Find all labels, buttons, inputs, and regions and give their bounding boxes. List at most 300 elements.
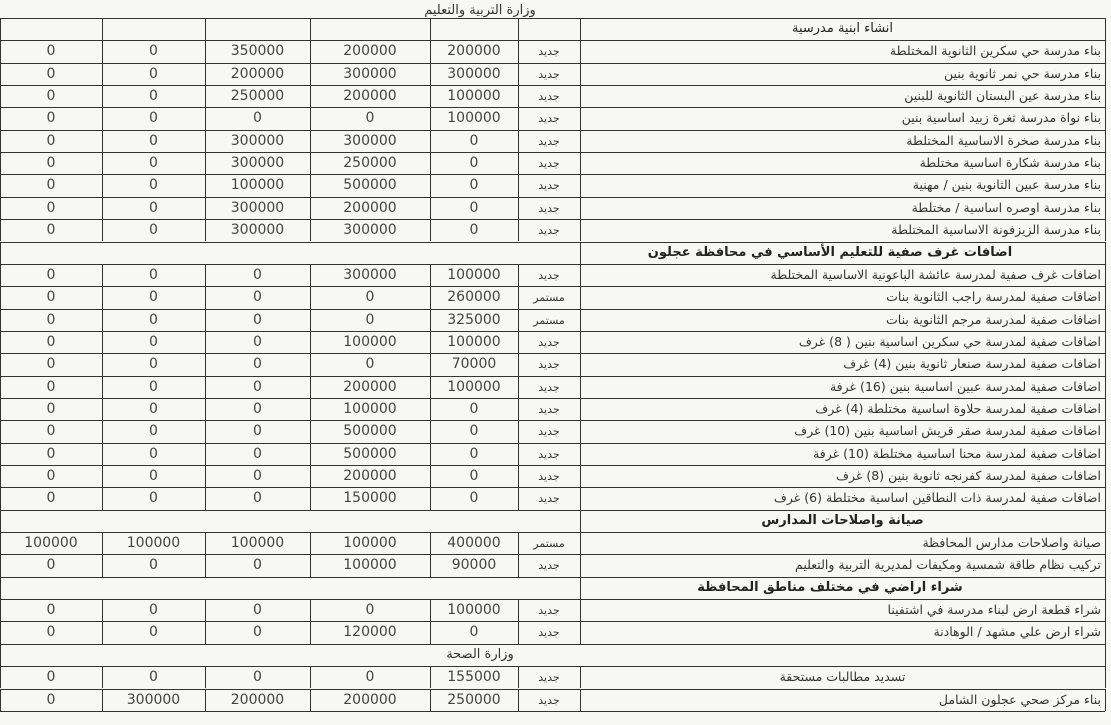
- grid-line: [1105, 331, 1106, 353]
- value-cell-v1: 0: [469, 177, 479, 194]
- grid-line: [518, 85, 519, 107]
- value-cell-v2: 0: [365, 110, 375, 127]
- status-cell: جديد: [538, 90, 560, 104]
- status-cell: جديد: [538, 157, 560, 171]
- grid-line: [0, 644, 1, 666]
- grid-line: [1105, 398, 1106, 420]
- value-cell-v2: 500000: [343, 177, 397, 194]
- grid-line: [205, 174, 206, 196]
- grid-line: [205, 554, 206, 576]
- grid-line: [430, 18, 431, 40]
- grid-line: [310, 621, 311, 643]
- project-description: اضافات صفية لمدرسة راجب الثانوية بنات: [886, 289, 1101, 305]
- status-cell: جديد: [538, 67, 560, 81]
- value-cell-v2: 100000: [343, 535, 397, 552]
- status-cell: جديد: [538, 335, 560, 349]
- grid-line: [205, 309, 206, 331]
- grid-line: [0, 577, 1, 599]
- grid-line: [430, 398, 431, 420]
- value-cell-v4: 0: [149, 468, 158, 484]
- grid-line: [518, 286, 519, 308]
- value-cell-v1: 0: [469, 132, 479, 149]
- grid-line: [0, 40, 1, 62]
- grid-line: [580, 242, 581, 264]
- project-description: اضافات صفية لمدرسة عبين اساسية بنين (16) غرفة: [829, 378, 1101, 394]
- value-cell-v4: 0: [149, 602, 158, 619]
- grid-line: [1105, 666, 1106, 688]
- grid-line: [310, 18, 311, 40]
- grid-line: [518, 689, 519, 711]
- status-cell: جديد: [538, 224, 560, 238]
- value-cell-v2: 500000: [343, 423, 397, 440]
- grid-line: [0, 130, 1, 152]
- grid-line: [205, 219, 206, 241]
- grid-line: [205, 152, 206, 174]
- project-description: بناء مدرسة شكارة اساسية مختلطة: [919, 155, 1101, 171]
- grid-line: [518, 398, 519, 420]
- grid-line: [310, 264, 311, 286]
- grid-line: [205, 532, 206, 554]
- status-cell: جديد: [538, 179, 560, 193]
- value-cell-v4: 0: [149, 378, 158, 395]
- grid-line: [102, 420, 103, 442]
- grid-line: [310, 219, 311, 241]
- grid-line: [430, 420, 431, 442]
- status-cell: جديد: [538, 559, 560, 573]
- grid-line: [1105, 554, 1106, 576]
- grid-line: [0, 85, 1105, 86]
- grid-line: [205, 487, 206, 509]
- grid-line: [580, 420, 581, 442]
- grid-line: [1105, 465, 1106, 487]
- grid-line: [310, 85, 311, 107]
- status-cell: جديد: [538, 201, 560, 215]
- grid-line: [205, 689, 206, 711]
- value-cell-v2: 200000: [343, 199, 397, 216]
- grid-line: [0, 599, 1105, 600]
- grid-line: [518, 487, 519, 509]
- grid-line: [310, 174, 311, 196]
- value-cell-v2: 0: [365, 356, 375, 373]
- grid-line: [0, 107, 1105, 108]
- value-cell-v2: 300000: [343, 132, 397, 149]
- grid-line: [102, 286, 103, 308]
- grid-line: [0, 398, 1, 420]
- grid-line: [1105, 197, 1106, 219]
- grid-line: [310, 197, 311, 219]
- grid-line: [205, 40, 206, 62]
- value-cell-v3: 0: [253, 110, 262, 127]
- section-header: شراء اراضي في مختلف مناطق المحافظة: [697, 579, 963, 595]
- grid-line: [0, 18, 1105, 19]
- value-cell-v3: 0: [253, 356, 262, 373]
- value-cell-v1: 0: [469, 445, 479, 462]
- value-cell-v5: 0: [46, 669, 56, 686]
- grid-line: [0, 331, 1, 353]
- grid-line: [1105, 107, 1106, 129]
- project-description: بناء مركز صحي عجلون الشامل: [938, 691, 1101, 707]
- grid-line: [1105, 63, 1106, 85]
- value-cell-v3: 0: [253, 289, 262, 306]
- project-description: بناء مدرسة عبين الثانوية بنين / مهنية: [912, 177, 1101, 193]
- value-cell-v3: 250000: [230, 88, 285, 105]
- value-cell-v1: 70000: [451, 356, 497, 373]
- grid-line: [1105, 443, 1106, 465]
- grid-line: [310, 40, 311, 62]
- grid-line: [310, 130, 311, 152]
- value-cell-v1: 260000: [447, 289, 501, 306]
- value-cell-v1: 0: [469, 624, 479, 641]
- grid-line: [0, 599, 1, 621]
- grid-line: [102, 174, 103, 196]
- grid-line: [102, 152, 103, 174]
- value-cell-v2: 100000: [343, 557, 397, 574]
- project-description: صيانة واصلاحات مدارس المحافظة: [922, 535, 1101, 551]
- value-cell-v2: 100000: [343, 333, 397, 350]
- section-header: صيانة واصلاحات المدارس: [761, 512, 924, 528]
- value-cell-v2: 200000: [343, 468, 397, 484]
- grid-line: [1105, 152, 1106, 174]
- grid-line: [0, 443, 1, 465]
- grid-line: [430, 353, 431, 375]
- value-cell-v1: 400000: [447, 535, 501, 552]
- grid-line: [430, 487, 431, 509]
- grid-line: [518, 152, 519, 174]
- value-cell-v3: 0: [253, 490, 262, 507]
- project-description: اضافات صفية لمدرسة ذات النطاقين اساسية مختلطة (6) غرف: [773, 490, 1101, 506]
- value-cell-v4: 0: [149, 400, 158, 417]
- grid-line: [0, 689, 1, 711]
- project-description: اضافات صفية لمدرسة صنعار ثانوية بنين (4) غرف: [843, 356, 1101, 372]
- grid-line: [205, 331, 206, 353]
- value-cell-v1: 100000: [447, 602, 501, 619]
- value-cell-v1: 325000: [447, 311, 501, 328]
- grid-line: [0, 286, 1, 308]
- grid-line: [0, 286, 1105, 287]
- project-description: شراء قطعة ارض لبناء مدرسة في اشتفينا: [887, 602, 1101, 618]
- value-cell-v2: 150000: [343, 490, 397, 507]
- value-cell-v5: 0: [46, 222, 56, 239]
- grid-line: [0, 309, 1105, 310]
- value-cell-v5: 0: [46, 400, 56, 417]
- status-cell: جديد: [538, 268, 560, 282]
- value-cell-v1: 0: [469, 222, 479, 239]
- grid-line: [102, 599, 103, 621]
- grid-line: [1105, 420, 1106, 442]
- grid-line: [518, 420, 519, 442]
- grid-line: [0, 532, 1105, 533]
- grid-line: [430, 40, 431, 62]
- project-description: تسديد مطالبات مستحقة: [779, 669, 906, 685]
- value-cell-v2: 0: [365, 669, 375, 686]
- value-cell-v5: 0: [46, 266, 56, 283]
- project-description: بناء مدرسة اوصره اساسية / مختلطة: [911, 199, 1101, 215]
- project-description: بناء مدرسة حي سكرين الثانوية المختلطة: [889, 43, 1101, 59]
- project-description: اضافات صفية لمدرسة حي سكرين اساسية بنين ( 8) غرف: [798, 333, 1101, 349]
- value-cell-v2: 120000: [343, 624, 397, 641]
- grid-line: [580, 443, 581, 465]
- value-cell-v3: 0: [253, 311, 262, 328]
- project-description: شراء ارض علي مشهد / الوهادنة: [933, 624, 1101, 640]
- grid-line: [1105, 40, 1106, 62]
- grid-line: [430, 532, 431, 554]
- grid-line: [518, 264, 519, 286]
- grid-line: [102, 130, 103, 152]
- value-cell-v4: 0: [149, 266, 158, 283]
- value-cell-v1: 100000: [447, 333, 501, 350]
- grid-line: [430, 666, 431, 688]
- value-cell-v4: 0: [149, 669, 158, 686]
- grid-line: [1105, 219, 1106, 241]
- value-cell-v4: 0: [149, 88, 158, 105]
- value-cell-v3: 300000: [230, 199, 285, 216]
- grid-line: [102, 107, 103, 129]
- grid-line: [430, 130, 431, 152]
- grid-line: [580, 130, 581, 152]
- grid-line: [1105, 644, 1106, 666]
- grid-line: [580, 689, 581, 711]
- grid-line: [580, 63, 581, 85]
- value-cell-v2: 100000: [343, 400, 397, 417]
- grid-line: [102, 219, 103, 241]
- project-description: اضافات صفية لمدرسة مرجم الثانوية بنات: [886, 311, 1101, 327]
- value-cell-v3: 0: [253, 624, 262, 641]
- grid-line: [0, 644, 1105, 645]
- value-cell-v3: 0: [253, 400, 262, 417]
- value-cell-v5: 100000: [24, 535, 78, 552]
- grid-line: [310, 487, 311, 509]
- grid-line: [205, 599, 206, 621]
- value-cell-v4: 0: [149, 43, 158, 60]
- grid-line: [102, 666, 103, 688]
- grid-line: [310, 286, 311, 308]
- grid-line: [310, 353, 311, 375]
- grid-line: [310, 599, 311, 621]
- grid-line: [102, 465, 103, 487]
- grid-line: [0, 152, 1, 174]
- value-cell-v3: 0: [253, 557, 262, 574]
- grid-line: [518, 443, 519, 465]
- grid-line: [205, 264, 206, 286]
- status-cell: جديد: [538, 425, 560, 439]
- grid-line: [518, 219, 519, 241]
- value-cell-v2: 200000: [343, 43, 397, 60]
- grid-line: [0, 487, 1105, 488]
- grid-line: [102, 376, 103, 398]
- grid-line: [0, 197, 1, 219]
- value-cell-v1: 100000: [447, 110, 501, 127]
- value-cell-v2: 500000: [343, 445, 397, 462]
- value-cell-v5: 0: [46, 602, 56, 619]
- value-cell-v3: 0: [253, 378, 262, 395]
- grid-line: [102, 63, 103, 85]
- grid-line: [1105, 130, 1106, 152]
- grid-line: [0, 510, 1, 532]
- grid-line: [0, 152, 1105, 153]
- grid-line: [0, 577, 1105, 578]
- grid-line: [0, 443, 1105, 444]
- grid-line: [205, 197, 206, 219]
- grid-line: [1105, 510, 1106, 532]
- grid-line: [205, 286, 206, 308]
- grid-line: [518, 40, 519, 62]
- grid-line: [0, 689, 1105, 690]
- grid-line: [518, 376, 519, 398]
- grid-line: [102, 331, 103, 353]
- status-cell: جديد: [538, 626, 560, 640]
- grid-line: [430, 286, 431, 308]
- grid-line: [102, 398, 103, 420]
- grid-line: [310, 666, 311, 688]
- grid-line: [580, 353, 581, 375]
- grid-line: [0, 174, 1105, 175]
- grid-line: [310, 443, 311, 465]
- grid-line: [0, 242, 1, 264]
- grid-line: [430, 174, 431, 196]
- value-cell-v5: 0: [46, 177, 56, 194]
- grid-line: [0, 376, 1, 398]
- value-cell-v1: 100000: [447, 378, 501, 395]
- grid-line: [205, 443, 206, 465]
- project-description: بناء مدرسة الزيزفونة الاساسية المختلطة: [891, 222, 1101, 238]
- grid-line: [0, 487, 1, 509]
- grid-line: [0, 309, 1, 331]
- grid-line: [0, 353, 1, 375]
- value-cell-v2: 0: [365, 289, 375, 306]
- grid-line: [0, 197, 1105, 198]
- project-description: بناء مدرسة عين البستان الثانوية للبنين: [904, 88, 1101, 104]
- value-cell-v3: 100000: [230, 535, 285, 552]
- grid-line: [518, 107, 519, 129]
- grid-line: [518, 331, 519, 353]
- grid-line: [0, 465, 1105, 466]
- value-cell-v4: 0: [149, 624, 158, 641]
- value-cell-v5: 0: [46, 43, 56, 60]
- grid-line: [1105, 174, 1106, 196]
- grid-line: [1105, 286, 1106, 308]
- value-cell-v2: 200000: [343, 88, 397, 105]
- status-cell: جديد: [538, 112, 560, 126]
- grid-line: [0, 353, 1105, 354]
- grid-line: [580, 85, 581, 107]
- grid-line: [518, 621, 519, 643]
- grid-line: [430, 309, 431, 331]
- grid-line: [0, 554, 1, 576]
- value-cell-v4: 0: [149, 199, 158, 216]
- grid-line: [430, 152, 431, 174]
- grid-line: [205, 63, 206, 85]
- grid-line: [580, 376, 581, 398]
- grid-line: [518, 63, 519, 85]
- value-cell-v5: 0: [46, 88, 56, 105]
- value-cell-v3: 0: [253, 423, 262, 440]
- grid-line: [0, 621, 1105, 622]
- value-cell-v3: 0: [253, 669, 262, 686]
- grid-line: [0, 666, 1, 688]
- value-cell-v1: 90000: [451, 557, 497, 574]
- grid-line: [0, 331, 1105, 332]
- grid-line: [205, 18, 206, 40]
- grid-line: [0, 107, 1, 129]
- project-description: اضافات غرف صفية لمدرسة عائشة الباعونية الاساسية المختلطة: [770, 266, 1101, 282]
- project-description: اضافات صفية لمدرسة كفرنجه ثانوية بنين (8) غرف: [836, 468, 1101, 483]
- grid-line: [1105, 689, 1106, 711]
- grid-line: [518, 599, 519, 621]
- grid-line: [430, 443, 431, 465]
- value-cell-v1: 0: [469, 468, 479, 484]
- value-cell-v3: 200000: [230, 691, 285, 708]
- grid-line: [102, 487, 103, 509]
- grid-line: [430, 376, 431, 398]
- grid-line: [102, 264, 103, 286]
- project-description: اضافات صفية لمدرسة صقر قريش اساسية بنين (10) غرف: [794, 423, 1101, 439]
- grid-line: [102, 532, 103, 554]
- value-cell-v3: 0: [253, 602, 262, 619]
- grid-line: [310, 331, 311, 353]
- grid-line: [1105, 353, 1106, 375]
- value-cell-v4: 0: [149, 110, 158, 127]
- value-cell-v5: 0: [46, 468, 56, 484]
- value-cell-v2: 200000: [343, 378, 397, 395]
- value-cell-v2: 300000: [343, 65, 397, 82]
- grid-line: [430, 264, 431, 286]
- grid-line: [430, 554, 431, 576]
- value-cell-v4: 0: [149, 311, 158, 328]
- value-cell-v1: 200000: [447, 43, 501, 60]
- grid-line: [430, 331, 431, 353]
- status-cell: جديد: [538, 470, 560, 483]
- grid-line: [580, 331, 581, 353]
- project-description: بناء مدرسة حي نمر ثانوية بنين: [944, 65, 1101, 81]
- value-cell-v4: 0: [149, 445, 158, 462]
- grid-line: [205, 130, 206, 152]
- grid-line: [102, 309, 103, 331]
- grid-line: [205, 666, 206, 688]
- grid-line: [102, 85, 103, 107]
- grid-line: [205, 376, 206, 398]
- value-cell-v3: 300000: [230, 132, 285, 149]
- grid-line: [0, 532, 1, 554]
- grid-line: [580, 18, 581, 40]
- grid-line: [0, 85, 1, 107]
- project-description: تركيب نظام طاقة شمسية ومكيفات لمديرية التربية والتعليم: [795, 557, 1101, 573]
- grid-line: [580, 554, 581, 576]
- value-cell-v4: 0: [149, 222, 158, 239]
- grid-line: [310, 420, 311, 442]
- value-cell-v3: 0: [253, 445, 262, 462]
- value-cell-v4: 0: [149, 289, 158, 306]
- grid-line: [310, 465, 311, 487]
- grid-line: [518, 666, 519, 688]
- value-cell-v4: 0: [149, 333, 158, 350]
- status-cell: جديد: [538, 447, 560, 461]
- grid-line: [0, 465, 1, 487]
- section-header: انشاء ابنية مدرسية: [791, 21, 894, 36]
- grid-line: [430, 197, 431, 219]
- grid-line: [1105, 487, 1106, 509]
- value-cell-v5: 0: [46, 65, 56, 82]
- value-cell-v1: 250000: [447, 691, 501, 708]
- grid-line: [205, 107, 206, 129]
- grid-line: [580, 465, 581, 487]
- grid-line: [205, 465, 206, 487]
- grid-line: [205, 621, 206, 643]
- value-cell-v4: 0: [149, 132, 158, 149]
- grid-line: [518, 174, 519, 196]
- grid-line: [580, 599, 581, 621]
- grid-line: [518, 554, 519, 576]
- grid-line: [0, 510, 1105, 511]
